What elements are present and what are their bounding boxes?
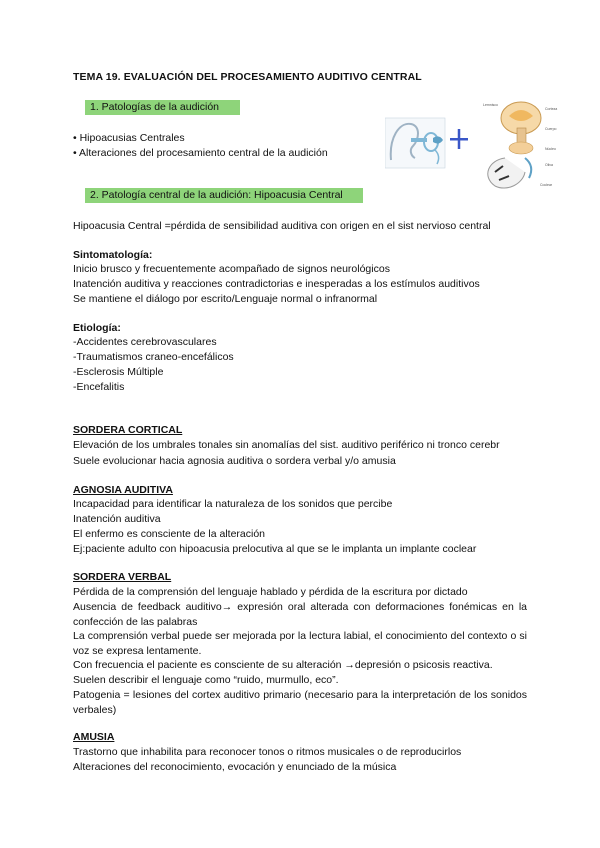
agnosia-auditiva-heading: AGNOSIA AUDITIVA: [73, 484, 173, 496]
agnosia-line: Ej:paciente adulto con hipoacusia prelocutiva al que se le implanta un implante coclear: [73, 543, 477, 555]
bullet-item: • Hipoacusias Centrales: [73, 132, 185, 144]
sordera-cortical-line: Elevación de los umbrales tonales sin anomalías del sist. auditivo periférico ni tronco cerebr: [73, 439, 500, 451]
agnosia-line: Incapacidad para identificar la naturaleza de los sonidos que percibe: [73, 498, 393, 510]
sintomatologia-line: Inatención auditiva y reacciones contradictorias e inesperadas a los estímulos auditivos: [73, 278, 480, 290]
svg-text:Corteza: Corteza: [545, 107, 558, 111]
sordera-verbal-line: Con frecuencia el paciente es consciente de su alteración →depresión o psicosis reactiva.: [73, 659, 493, 671]
etiologia-line: -Esclerosis Múltiple: [73, 366, 164, 378]
agnosia-line: Inatención auditiva: [73, 513, 161, 525]
etiologia-heading: Etiología:: [73, 322, 121, 334]
sintomatologia-line: Inicio brusco y frecuentemente acompañado de signos neurológicos: [73, 263, 390, 275]
svg-text:Coclear: Coclear: [540, 183, 553, 187]
sintomatologia-heading: Sintomatología:: [73, 249, 153, 261]
svg-text:Lemnisco: Lemnisco: [483, 103, 498, 107]
sintomatologia-line: Se mantiene el diálogo por escrito/Lenguaje normal o infranormal: [73, 293, 378, 305]
sordera-verbal-line: Suelen describir el lenguaje como “ruido, murmullo, eco”.: [73, 674, 339, 686]
svg-text:Oliva: Oliva: [545, 163, 553, 167]
page-title: TEMA 19. EVALUACIÓN DEL PROCESAMIENTO AUDITIVO CENTRAL: [73, 71, 422, 83]
bullet-item: • Alteraciones del procesamiento central de la audición: [73, 147, 328, 159]
section-heading-patologias: 1. Patologías de la audición: [85, 100, 240, 115]
sordera-verbal-line: Pérdida de la comprensión del lenguaje hablado y pérdida de la escritura por dictado: [73, 586, 468, 598]
auditory-pathway-illustration: [385, 98, 575, 193]
etiologia-line: -Traumatismos craneo-encefálicos: [73, 351, 234, 363]
sordera-verbal-heading: SORDERA VERBAL: [73, 571, 172, 583]
brain-pathway-icon: [483, 102, 557, 188]
plus-icon: [450, 129, 468, 149]
sordera-cortical-heading: SORDERA CORTICAL: [73, 424, 183, 436]
sordera-cortical-line: Suele evolucionar hacia agnosia auditiva o sordera verbal y/o amusia: [73, 455, 396, 467]
section-heading-hipoacusia-central: 2. Patología central de la audición: Hipoacusia Central: [85, 188, 363, 203]
sordera-verbal-paragraph: Ausencia de feedback auditivo→ expresión oral alterada con deformaciones fonémicas en la confección de las palabras: [73, 601, 527, 628]
etiologia-line: -Encefalitis: [73, 381, 125, 393]
amusia-heading: AMUSIA: [73, 731, 115, 743]
sordera-verbal-paragraph: La comprensión verbal puede ser mejorada por la lectura labial, el conocimiento del contexto o si voz se expresa lentamente.: [73, 630, 527, 657]
svg-text:Núcleo: Núcleo: [545, 147, 556, 151]
definition-text: Hipoacusia Central =pérdida de sensibilidad auditiva con origen en el sist nervioso central: [73, 220, 491, 232]
sordera-verbal-paragraph: Patogenia = lesiones del cortex auditivo primario (necesario para la interpretación de los sonidos verbales): [73, 689, 527, 716]
amusia-line: Trastorno que inhabilita para reconocer tonos o ritmos musicales o de reproducirlos: [73, 746, 462, 758]
amusia-line: Alteraciones del reconocimiento, evocación y enunciado de la música: [73, 761, 397, 773]
ear-anatomy-icon: [385, 118, 445, 168]
svg-text:Cuerpo: Cuerpo: [545, 127, 557, 131]
agnosia-line: El enfermo es consciente de la alteración: [73, 528, 266, 540]
etiologia-line: -Accidentes cerebrovasculares: [73, 336, 217, 348]
